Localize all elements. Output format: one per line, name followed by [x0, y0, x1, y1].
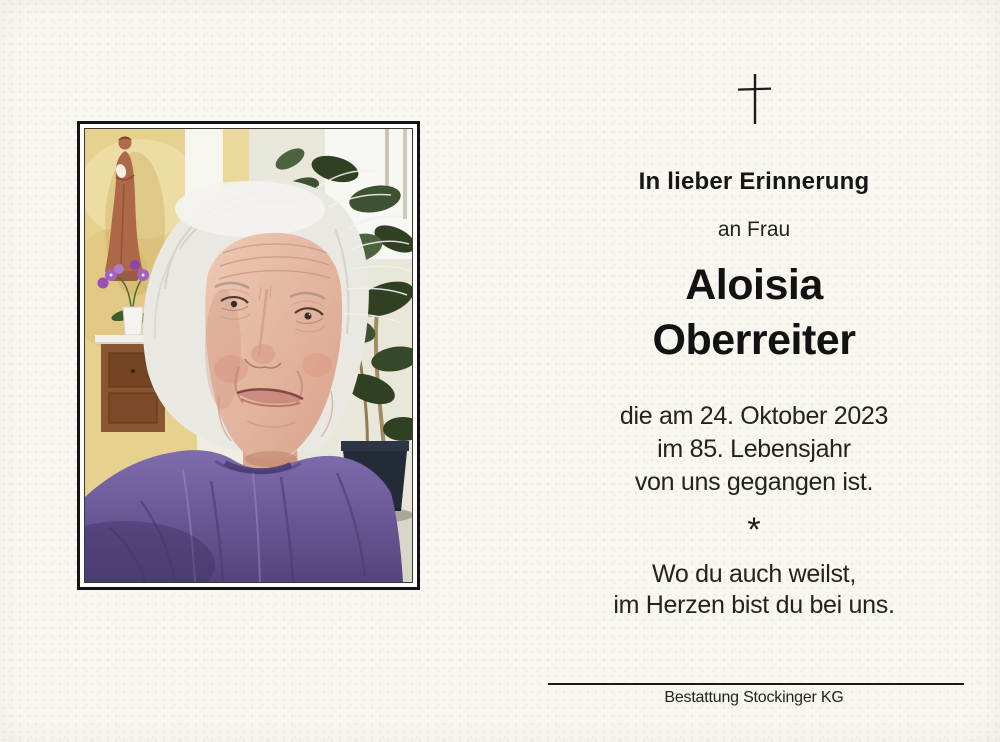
verse-text [518, 559, 990, 621]
cross-symbol-wrap [518, 72, 990, 133]
passing-line-2: im 85. Lebensjahr [657, 435, 851, 463]
portrait-photo [84, 128, 413, 583]
passing-line-1: die am 24. Oktober 2023 [619, 402, 889, 430]
purple-sweater [85, 450, 403, 582]
verse-line-1: Wo du auch weilst, [652, 560, 856, 588]
memorial-header: In lieber Erinnerung [638, 168, 870, 195]
cross-icon [726, 72, 782, 128]
passing-text [518, 400, 990, 499]
funeral-home-name: Bestattung Stockinger KG [664, 689, 844, 706]
salutation: an Frau [717, 218, 791, 241]
passing-line-3: von uns gegangen ist. [634, 468, 874, 496]
portrait-photo-illustration [85, 129, 412, 582]
signature-divider [548, 683, 964, 685]
asterisk-separator: * [747, 511, 761, 549]
deceased-name-line2: Oberreiter [652, 316, 856, 364]
memorial-text-column [518, 0, 990, 742]
portrait-photo-frame [77, 121, 420, 590]
deceased-name-line1: Aloisia [685, 261, 823, 309]
verse-line-2: im Herzen bist du bei uns. [613, 591, 895, 619]
